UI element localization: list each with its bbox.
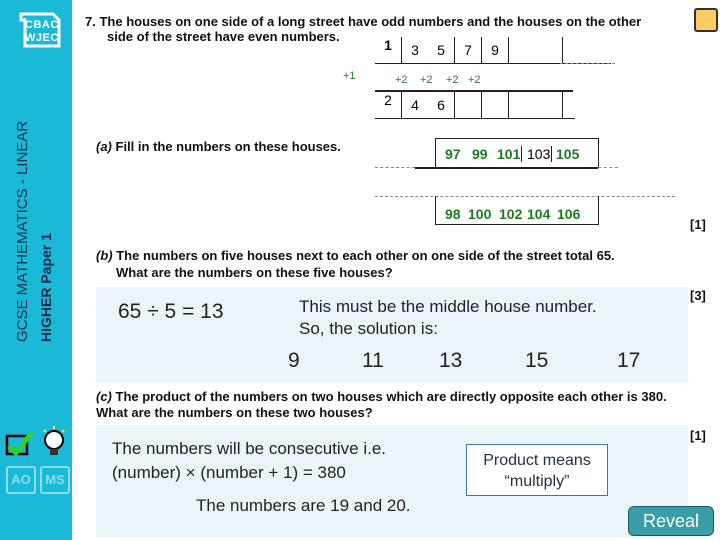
increment-label: +2: [395, 74, 408, 86]
logo-text-top: CBAC: [25, 19, 59, 31]
house-even: 6: [437, 97, 445, 113]
even-answer: 98: [445, 206, 461, 222]
part-b-marks: [3]: [690, 288, 706, 303]
increment-label: +2: [468, 74, 481, 86]
house-even: 4: [401, 92, 428, 118]
course-title: GCSE MATHEMATICS - LINEAR: [14, 120, 31, 342]
logo-text-bottom: WJEC: [25, 32, 59, 44]
solution-note: So, the solution is:: [299, 319, 438, 338]
final-answer: The numbers are 19 and 20.: [196, 496, 411, 515]
part-b-label: (b): [96, 248, 113, 263]
solution-number: 15: [525, 349, 549, 372]
part-a-question: Fill in the numbers on these houses.: [115, 139, 341, 154]
solution-number: 13: [439, 349, 463, 372]
sidebar: [0, 0, 72, 540]
part-b-line2: What are the numbers on these five houses?: [116, 265, 393, 280]
part-b-line1: The numbers on five houses next to each other on one side of the street total 65.: [116, 248, 615, 263]
plus-one-label: +1: [343, 70, 356, 82]
increment-label: +2: [446, 74, 459, 86]
solution-number: 11: [362, 349, 384, 372]
solution-number: 9: [288, 349, 300, 372]
hint-box: [466, 444, 608, 496]
odd-answer: 99: [472, 146, 488, 162]
part-c-line1: The product of the numbers on two houses which are directly opposite each other is 380.: [115, 389, 667, 404]
part-c-text: [96, 389, 667, 421]
house-odd: 1: [384, 37, 392, 53]
part-a-label: (a): [96, 139, 112, 154]
part-c-label: (c): [96, 389, 112, 404]
paper-title: HIGHER Paper 1: [38, 233, 54, 342]
house-odd: 3: [401, 37, 428, 63]
part-b-text: [96, 247, 615, 281]
part-c-line2: What are the numbers on these two houses?: [96, 405, 373, 420]
cbac-wjec-logo: [17, 10, 61, 48]
house-even: 2: [384, 92, 392, 108]
solution-number: 17: [617, 349, 641, 372]
part-a-text: [96, 139, 341, 154]
house-odd: 7: [454, 37, 481, 63]
hint-line2: “multiply”: [504, 473, 570, 490]
odd-answer: 105: [556, 146, 580, 162]
even-answer: 106: [557, 206, 581, 222]
house-odd: 5: [437, 42, 445, 58]
home-icon[interactable]: [694, 8, 718, 32]
odd-answer: 103: [527, 146, 551, 162]
house-odd: 9: [481, 37, 508, 63]
increment-label: +2: [420, 74, 433, 86]
middle-note: This must be the middle house number.: [299, 297, 597, 316]
reveal-button[interactable]: Reveal: [628, 506, 714, 536]
part-b-answer-panel: [96, 287, 688, 383]
even-answer: 104: [527, 206, 551, 222]
odd-answer: 97: [445, 146, 461, 162]
question-line1: The houses on one side of a long street have odd numbers and the houses on the other: [99, 14, 642, 29]
work-line2: (number) × (number + 1) = 380: [112, 463, 346, 482]
part-c-marks: [1]: [690, 428, 706, 443]
odd-answer: 101: [497, 146, 521, 162]
division-calc: 65 ÷ 5 = 13: [118, 300, 224, 323]
part-a-marks: [1]: [690, 217, 706, 232]
tick-icon[interactable]: [5, 430, 35, 458]
ms-icon[interactable]: MS: [40, 466, 70, 494]
part-c-answer-panel: [96, 425, 688, 537]
even-answer: 102: [499, 206, 523, 222]
ao-icon[interactable]: AO: [6, 466, 36, 494]
question-number: 7.: [85, 14, 96, 29]
hint-line1: Product means: [483, 452, 591, 469]
even-answer: 100: [468, 206, 492, 222]
question-line2: side of the street have even numbers.: [107, 29, 340, 44]
lightbulb-icon[interactable]: [40, 424, 68, 460]
work-line1: The numbers will be consecutive i.e.: [112, 439, 387, 458]
